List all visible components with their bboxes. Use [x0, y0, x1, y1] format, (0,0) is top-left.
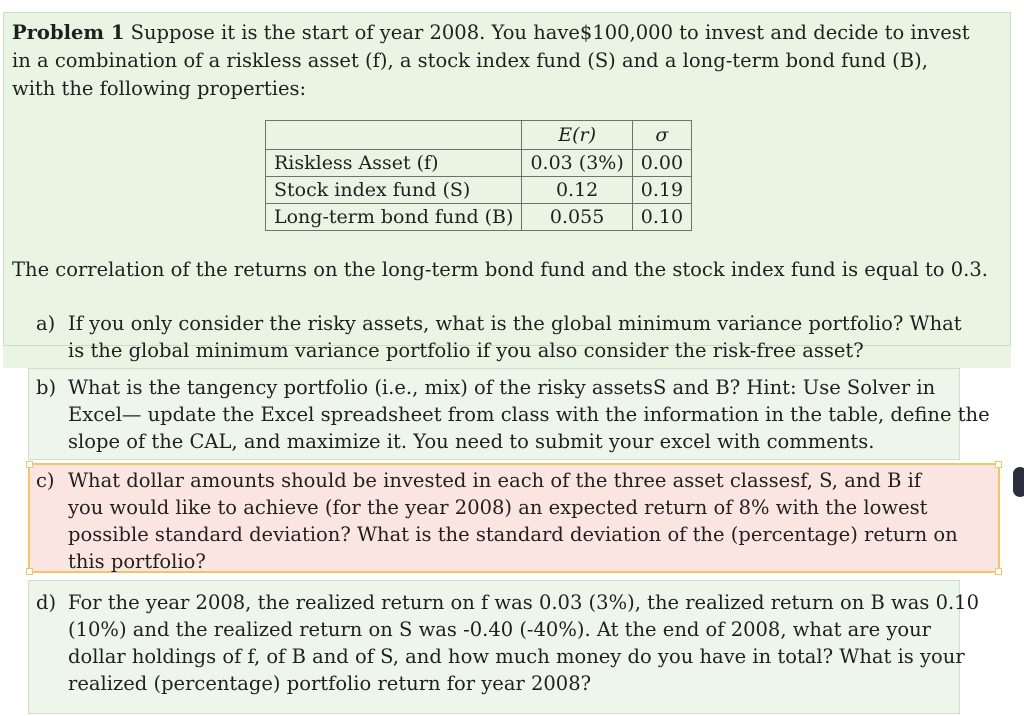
part-d-line: For the year 2008, the realized return on f was 0.03 (3%), the realized return on B was 0.10: [68, 591, 979, 614]
resize-handle-bottom-right[interactable]: [995, 568, 1002, 575]
scroll-indicator[interactable]: [1013, 467, 1024, 497]
resize-handle-top-left[interactable]: [26, 461, 33, 468]
part-d-line: realized (percentage) portfolio return for year 2008?: [68, 672, 592, 695]
table-cell: 0.00: [632, 150, 691, 177]
table-cell: 0.19: [632, 177, 691, 204]
table-cell: Riskless Asset (f): [266, 150, 522, 177]
table-header-cell: E(r): [522, 121, 632, 150]
part-a-line: If you only consider the risky assets, what is the global minimum variance portfolio? What: [68, 312, 962, 335]
table-cell: 0.12: [522, 177, 632, 204]
part-c-line: What dollar amounts should be invested in each of the three asset classesf, S, and B if: [68, 469, 922, 492]
resize-handle-bottom-left[interactable]: [26, 568, 33, 575]
part-a-line: is the global minimum variance portfolio if you also consider the risk-free asset?: [68, 339, 864, 362]
part-b-line: Excel— update the Excel spreadsheet from class with the information in the table, define the: [68, 403, 990, 426]
part-c-label: c): [36, 469, 55, 492]
part-b-line: What is the tangency portfolio (i.e., mix) of the risky assetsS and B? Hint: Use Solver in: [68, 376, 936, 399]
part-d-label: d): [36, 591, 57, 614]
table-cell: Stock index fund (S): [266, 177, 522, 204]
table-cell: 0.10: [632, 204, 691, 231]
table-cell: Long-term bond fund (B): [266, 204, 522, 231]
intro-text: Suppose it is the start of year 2008. You have$100,000 to invest and decide to invest: [130, 21, 970, 44]
part-b-line: slope of the CAL, and maximize it. You need to submit your excel with comments.: [68, 430, 875, 453]
table-row: [266, 150, 692, 177]
part-d-line: dollar holdings of f, of B and of S, and how much money do you have in total? What is your: [68, 645, 965, 668]
part-a-label: a): [36, 312, 56, 335]
intro-line-1: [12, 20, 970, 46]
intro-line-2: in a combination of a riskless asset (f), a stock index fund (S) and a long-term bond fund (B),: [12, 49, 928, 72]
table-row: [266, 177, 692, 204]
asset-properties-table: [265, 120, 692, 231]
correlation-statement: The correlation of the returns on the long-term bond fund and the stock index fund is equal to 0.3.: [12, 258, 988, 281]
table-cell: 0.03 (3%): [522, 150, 632, 177]
table-row: [266, 204, 692, 231]
intro-line-3: with the following properties:: [12, 77, 307, 100]
part-c-line: you would like to achieve (for the year 2008) an expected return of 8% with the lowest: [68, 496, 928, 519]
table-header-cell: [266, 121, 522, 150]
part-c-line: this portfolio?: [68, 550, 206, 573]
table-header-cell: σ: [632, 121, 691, 150]
part-c-line: possible standard deviation? What is the standard deviation of the (percentage) return on: [68, 523, 958, 546]
part-d-line: (10%) and the realized return on S was -0.40 (-40%). At the end of 2008, what are your: [68, 618, 931, 641]
table-header-row: [266, 121, 692, 150]
resize-handle-top-right[interactable]: [995, 461, 1002, 468]
table-cell: 0.055: [522, 204, 632, 231]
problem-heading: Problem 1: [12, 21, 125, 44]
part-b-label: b): [36, 376, 57, 399]
